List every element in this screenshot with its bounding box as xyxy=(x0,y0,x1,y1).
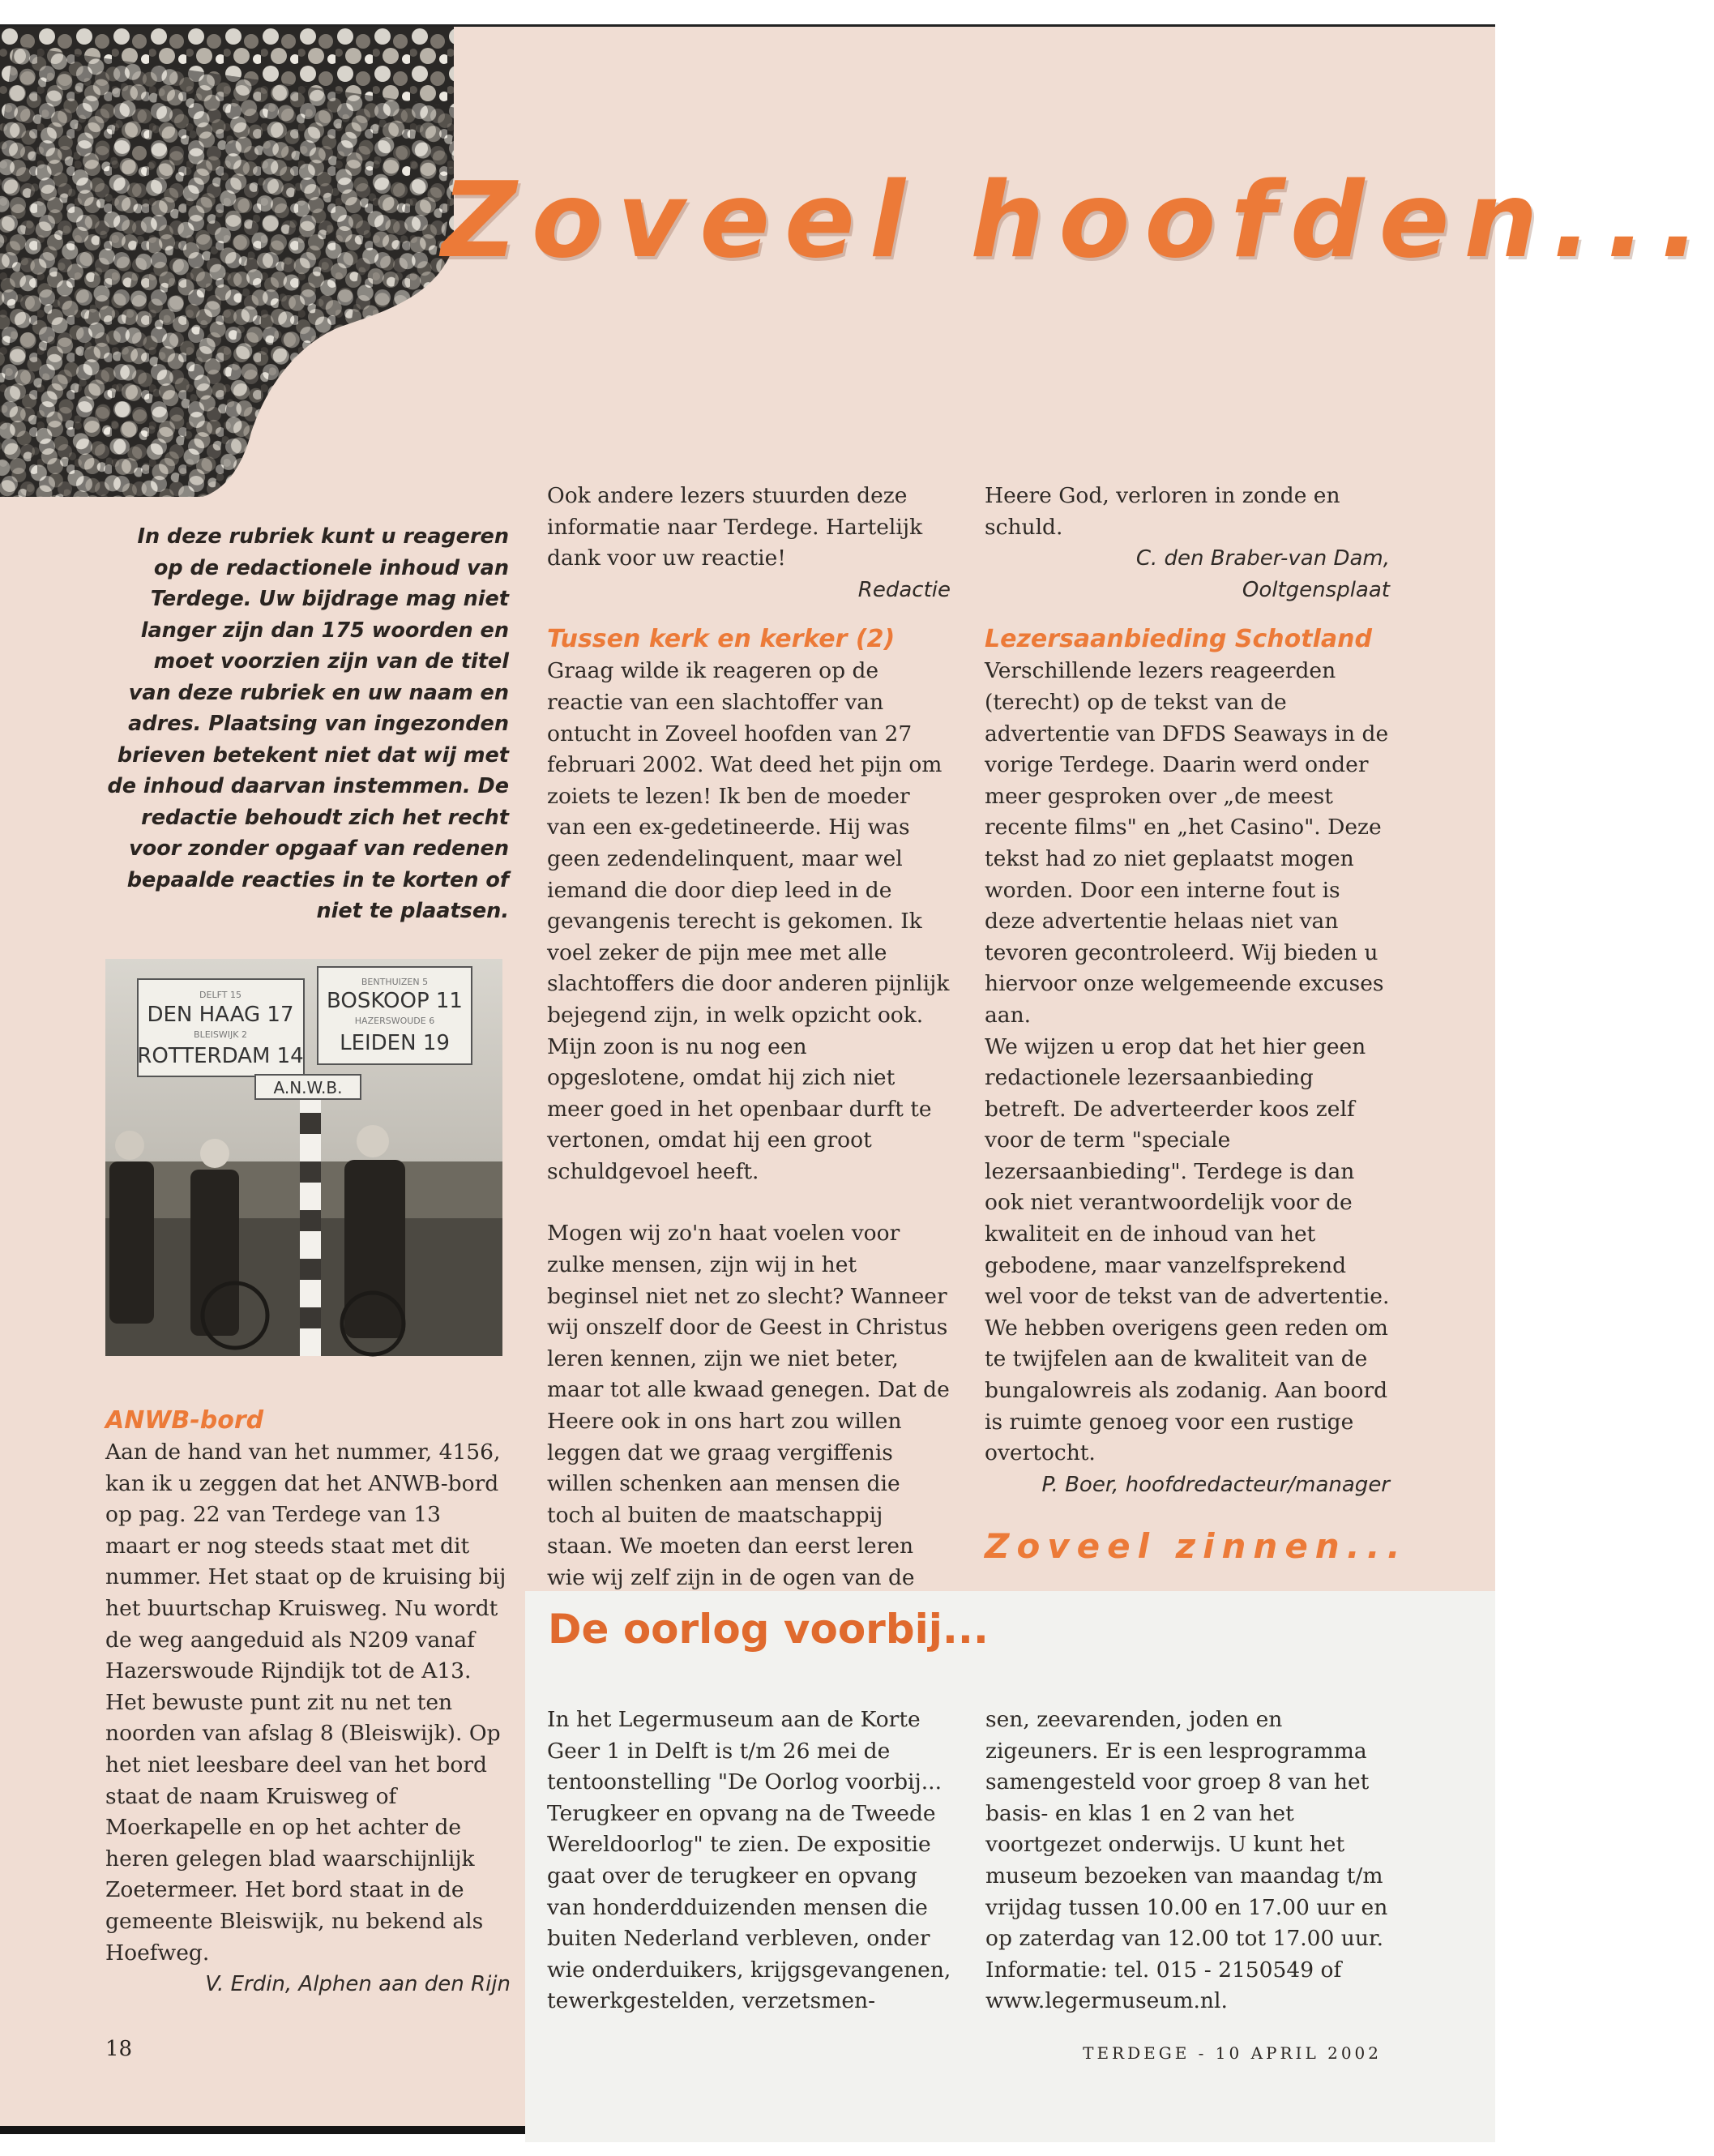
kerk-heading: Tussen kerk en kerker (2) xyxy=(547,625,895,654)
sign-benthuizen: BENTHUIZEN 5 xyxy=(361,977,429,987)
sign-leiden: LEIDEN 19 xyxy=(340,1031,450,1055)
zinnen-heading: Zoveel zinnen... xyxy=(985,1526,1408,1566)
sign-den-haag: DEN HAAG 17 xyxy=(147,1003,294,1027)
sign-boskoop: BOSKOOP 11 xyxy=(327,989,463,1013)
column-right xyxy=(985,481,1390,1500)
colb-signature: Redactie xyxy=(857,577,951,602)
oorlog-col-b: sen, zeevarenden, joden en zigeuners. Er is een lesprogramma samengesteld voor groep 8 van het basis- en klas 1 en 2 van het voortgezet onderwijs. U kunt het museum bezoeken van maandag t/m vrijdag tussen 10.00 en 17.00 uur en op zaterdag van 12.00 tot 17.00 uur. Informatie: tel. 015 - 2150549 of www.legermuseum.nl. xyxy=(985,1707,1388,2014)
colc-p1: Heere God, verloren in zonde en schuld. xyxy=(985,483,1340,540)
headline: Zoveel hoofden... xyxy=(442,160,1714,281)
colb-p1: Ook andere lezers stuurden deze informatie naar Terdege. Hartelijk dank voor uw reactie! xyxy=(547,483,923,571)
oorlog-col-a: In het Legermuseum aan de Korte Geer 1 in Delft is t/m 26 mei de tentoonstelling "De Oorlog voorbij... Terugkeer en opvang na de Tweede Wereldoorlog" te zien. De expositie gaat over de terugkeer en opvang van honderdduizenden mensen die buiten Nederland verbleven, onder wie onderduikers, krijgsgevangenen, tewerkgestelden, verzetsmen- xyxy=(547,1707,951,2014)
sign-anwb-label: A.N.W.B. xyxy=(273,1078,343,1097)
kerk-p3: Mogen wij zo'n haat voelen voor zulke mensen, zijn wij in het beginsel niet net zo slecht? Wanneer wij onszelf door de Geest in Christus leren kennen, zijn we niet beter, maar tot alle kwaad genegen. Dat de Heere ook in ons hart zou willen leggen dat we graag vergiffenis willen schenken aan mensen die toch al buiten de maatschappij staan. We moeten dan eerst leren wie wij zelf zijn in de ogen van de xyxy=(547,1221,950,1590)
schotland-signature: P. Boer, hoofdredacteur/manager xyxy=(1041,1472,1390,1497)
schotland-p3: We wijzen u erop dat het hier geen redactionele lezersaanbieding betreft. De adverteerder koos zelf voor de term "speciale lezersaanbieding". Terdege is dan ook niet verantwoordelijk voor de kwaliteit en de inhoud van het gebodene, maar vanzelfsprekend wel voor de tekst van de advertentie. We hebben overigens geen reden om te twijfelen aan de kwaliteit van de bungalowreis als zodanig. Aan boord is ruimte genoeg voor een rustige overtocht. xyxy=(985,1033,1390,1466)
footer: TERDEGE - 10 APRIL 2002 xyxy=(1083,2043,1382,2063)
kerk-p2: Graag wilde ik reageren op de reactie van een slachtoffer van ontucht in Zoveel hoofden van 27 februari 2002. Wat deed het pijn om zoiets te lezen! Ik ben de moeder van een ex-gedetineerde. Hij was geen zedendelinquent, maar wel iemand die door diep leed in de gevangenis terecht is gekomen. Ik voel zeker de pijn mee met alle slachtoffers die door anderen pijnlijk bejegend zijn, in welk opzicht ook. Mijn zoon is nu nog een opgeslotene, omdat hij zich niet meer goed in het openbaar durft te vertonen, omdat hij een groot schuldgevoel heeft. xyxy=(547,658,950,1184)
column-intro: In deze rubriek kunt u reageren op de redactionele inhoud van Terdege. Uw bijdrage mag niet langer zijn dan 175 woorden en moet voorzien zijn van de titel van deze rubriek en uw naam en adres. Plaatsing van ingezonden brieven betekent niet dat wij met de inhoud daarvan instemmen. De redactie behoudt zich het recht voor zonder opgaaf van redenen bepaalde reacties in te korten of niet te plaatsen. xyxy=(107,524,509,923)
colc-signature: C. den Braber-van Dam, Ooltgensplaat xyxy=(1135,546,1390,602)
sign-post xyxy=(300,1080,321,1356)
schotland-heading: Lezersaanbieding Schotland xyxy=(985,625,1372,654)
crowd-photo xyxy=(0,27,454,497)
magazine-page xyxy=(0,24,1714,2134)
anwb-heading: ANWB-bord xyxy=(105,1406,264,1435)
sign-left xyxy=(137,979,304,1076)
page-number: 18 xyxy=(105,2037,133,2061)
anwb-signature: V. Erdin, Alphen aan den Rijn xyxy=(205,1972,511,1997)
schotland-p2: Verschillende lezers reageerden (terecht) op de tekst van de advertentie van DFDS Seaways in de vorige Terdege. Daarin werd onder meer gesproken over „de meest recente films" en „het Casino". Deze tekst had zo niet geplaatst mogen worden. Door een interne fout is deze advertentie helaas niet van tevoren gecontroleerd. Wij bieden u hiervoor onze welgemeende excuses aan. xyxy=(985,658,1389,1028)
anwb-body: Aan de hand van het nummer, 4156, kan ik u zeggen dat het ANWB-bord op pag. 22 van Terdege van 13 maart er nog steeds staat met dit nummer. Het staat op de kruising bij het buurtschap Kruisweg. Nu wordt de weg aangeduid als N209 vanaf Hazerswoude Rijndijk tot de A13. Het bewuste punt zit nu net ten noorden van afslag 8 (Bleiswijk). Op het niet leesbare deel van het bord staat de naam Kruisweg of Moerkapelle en op het achter de heren gelegen blad waarschijnlijk Zoetermeer. Het bord staat in de gemeente Bleiswijk, nu bekend als Hoefweg. xyxy=(105,1439,507,1966)
oorlog-title: De oorlog voorbij... xyxy=(548,1606,989,1653)
column-middle xyxy=(547,481,951,1594)
sign-delft: DELFT 15 xyxy=(199,990,241,1000)
anwb-sign-photo xyxy=(105,959,502,1356)
sign-rotterdam: ROTTERDAM 14 xyxy=(137,1044,304,1068)
sign-hazerswoude: HAZERSWOUDE 6 xyxy=(354,1016,435,1026)
sign-right xyxy=(318,967,472,1064)
column-anwb xyxy=(105,1405,511,2000)
sign-bleiswijk: BLEISWIJK 2 xyxy=(194,1029,247,1040)
